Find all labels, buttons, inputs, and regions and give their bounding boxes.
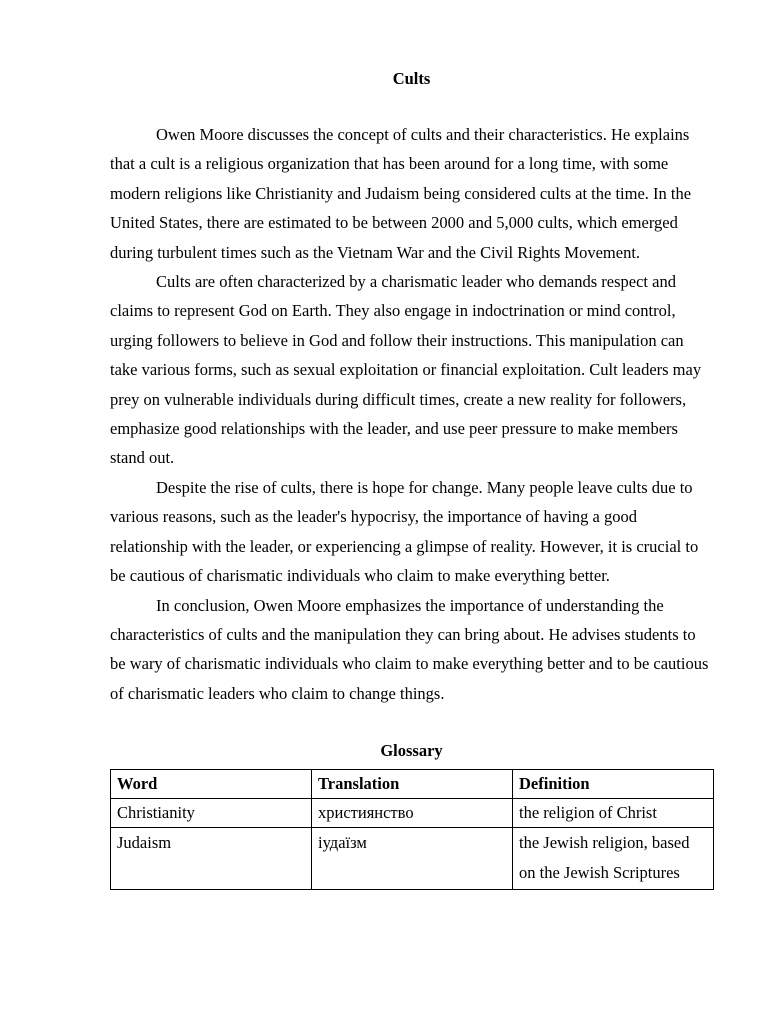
cell-definition: the Jewish religion, based on the Jewish Scriptures	[513, 828, 714, 890]
cell-word: Judaism	[111, 828, 312, 890]
glossary-table	[110, 769, 714, 890]
paragraph-3: Despite the rise of cults, there is hope for change. Many people leave cults due to various reasons, such as the leader's hypocrisy, the importance of having a good relationship with the leader, or experiencing a glimpse of reality. However, it is crucial to be cautious of charismatic individuals who claim to make everything better.	[110, 477, 699, 586]
table-header-row	[111, 770, 714, 799]
column-header-translation: Translation	[312, 770, 513, 799]
column-header-definition: Definition	[513, 770, 714, 799]
cell-translation: іудаїзм	[312, 828, 513, 890]
cell-definition: the religion of Christ	[513, 799, 714, 828]
paragraph-1: Owen Moore discusses the concept of cults and their characteristics. He explains that a cult is a religious organization that has been around for a long time, with some modern religions like Christianity and Judaism being considered cults at the time. In the United States, there are estimated to be between 2000 and 5,000 cults, which emerged during turbulent times such as the Vietnam War and the Civil Rights Movement.	[110, 125, 692, 262]
table-row	[111, 799, 714, 828]
document-title: Cults	[392, 69, 431, 88]
table-row	[111, 828, 714, 890]
document-page	[110, 62, 713, 890]
cell-word: Christianity	[111, 799, 312, 828]
column-header-word: Word	[111, 770, 312, 799]
glossary-title: Glossary	[380, 741, 443, 761]
paragraph-2: Cults are often characterized by a charismatic leader who demands respect and claims to represent God on Earth. They also engage in indoctrination or mind control, urging followers to believe in God and follow their instructions. This manipulation can take various forms, such as sexual exploitation or financial exploitation. Cult leaders may prey on vulnerable individuals during difficult times, create a new reality for followers, emphasize good relationships with the leader, and use peer pressure to make members stand out.	[110, 272, 702, 468]
paragraph-4: In conclusion, Owen Moore emphasizes the importance of understanding the characteristics of cults and the manipulation they can bring about. He advises students to be wary of charismatic individuals who claim to make everything better and to be cautious of charismatic leaders who claim to change things.	[110, 595, 709, 703]
cell-translation: християнство	[312, 799, 513, 828]
